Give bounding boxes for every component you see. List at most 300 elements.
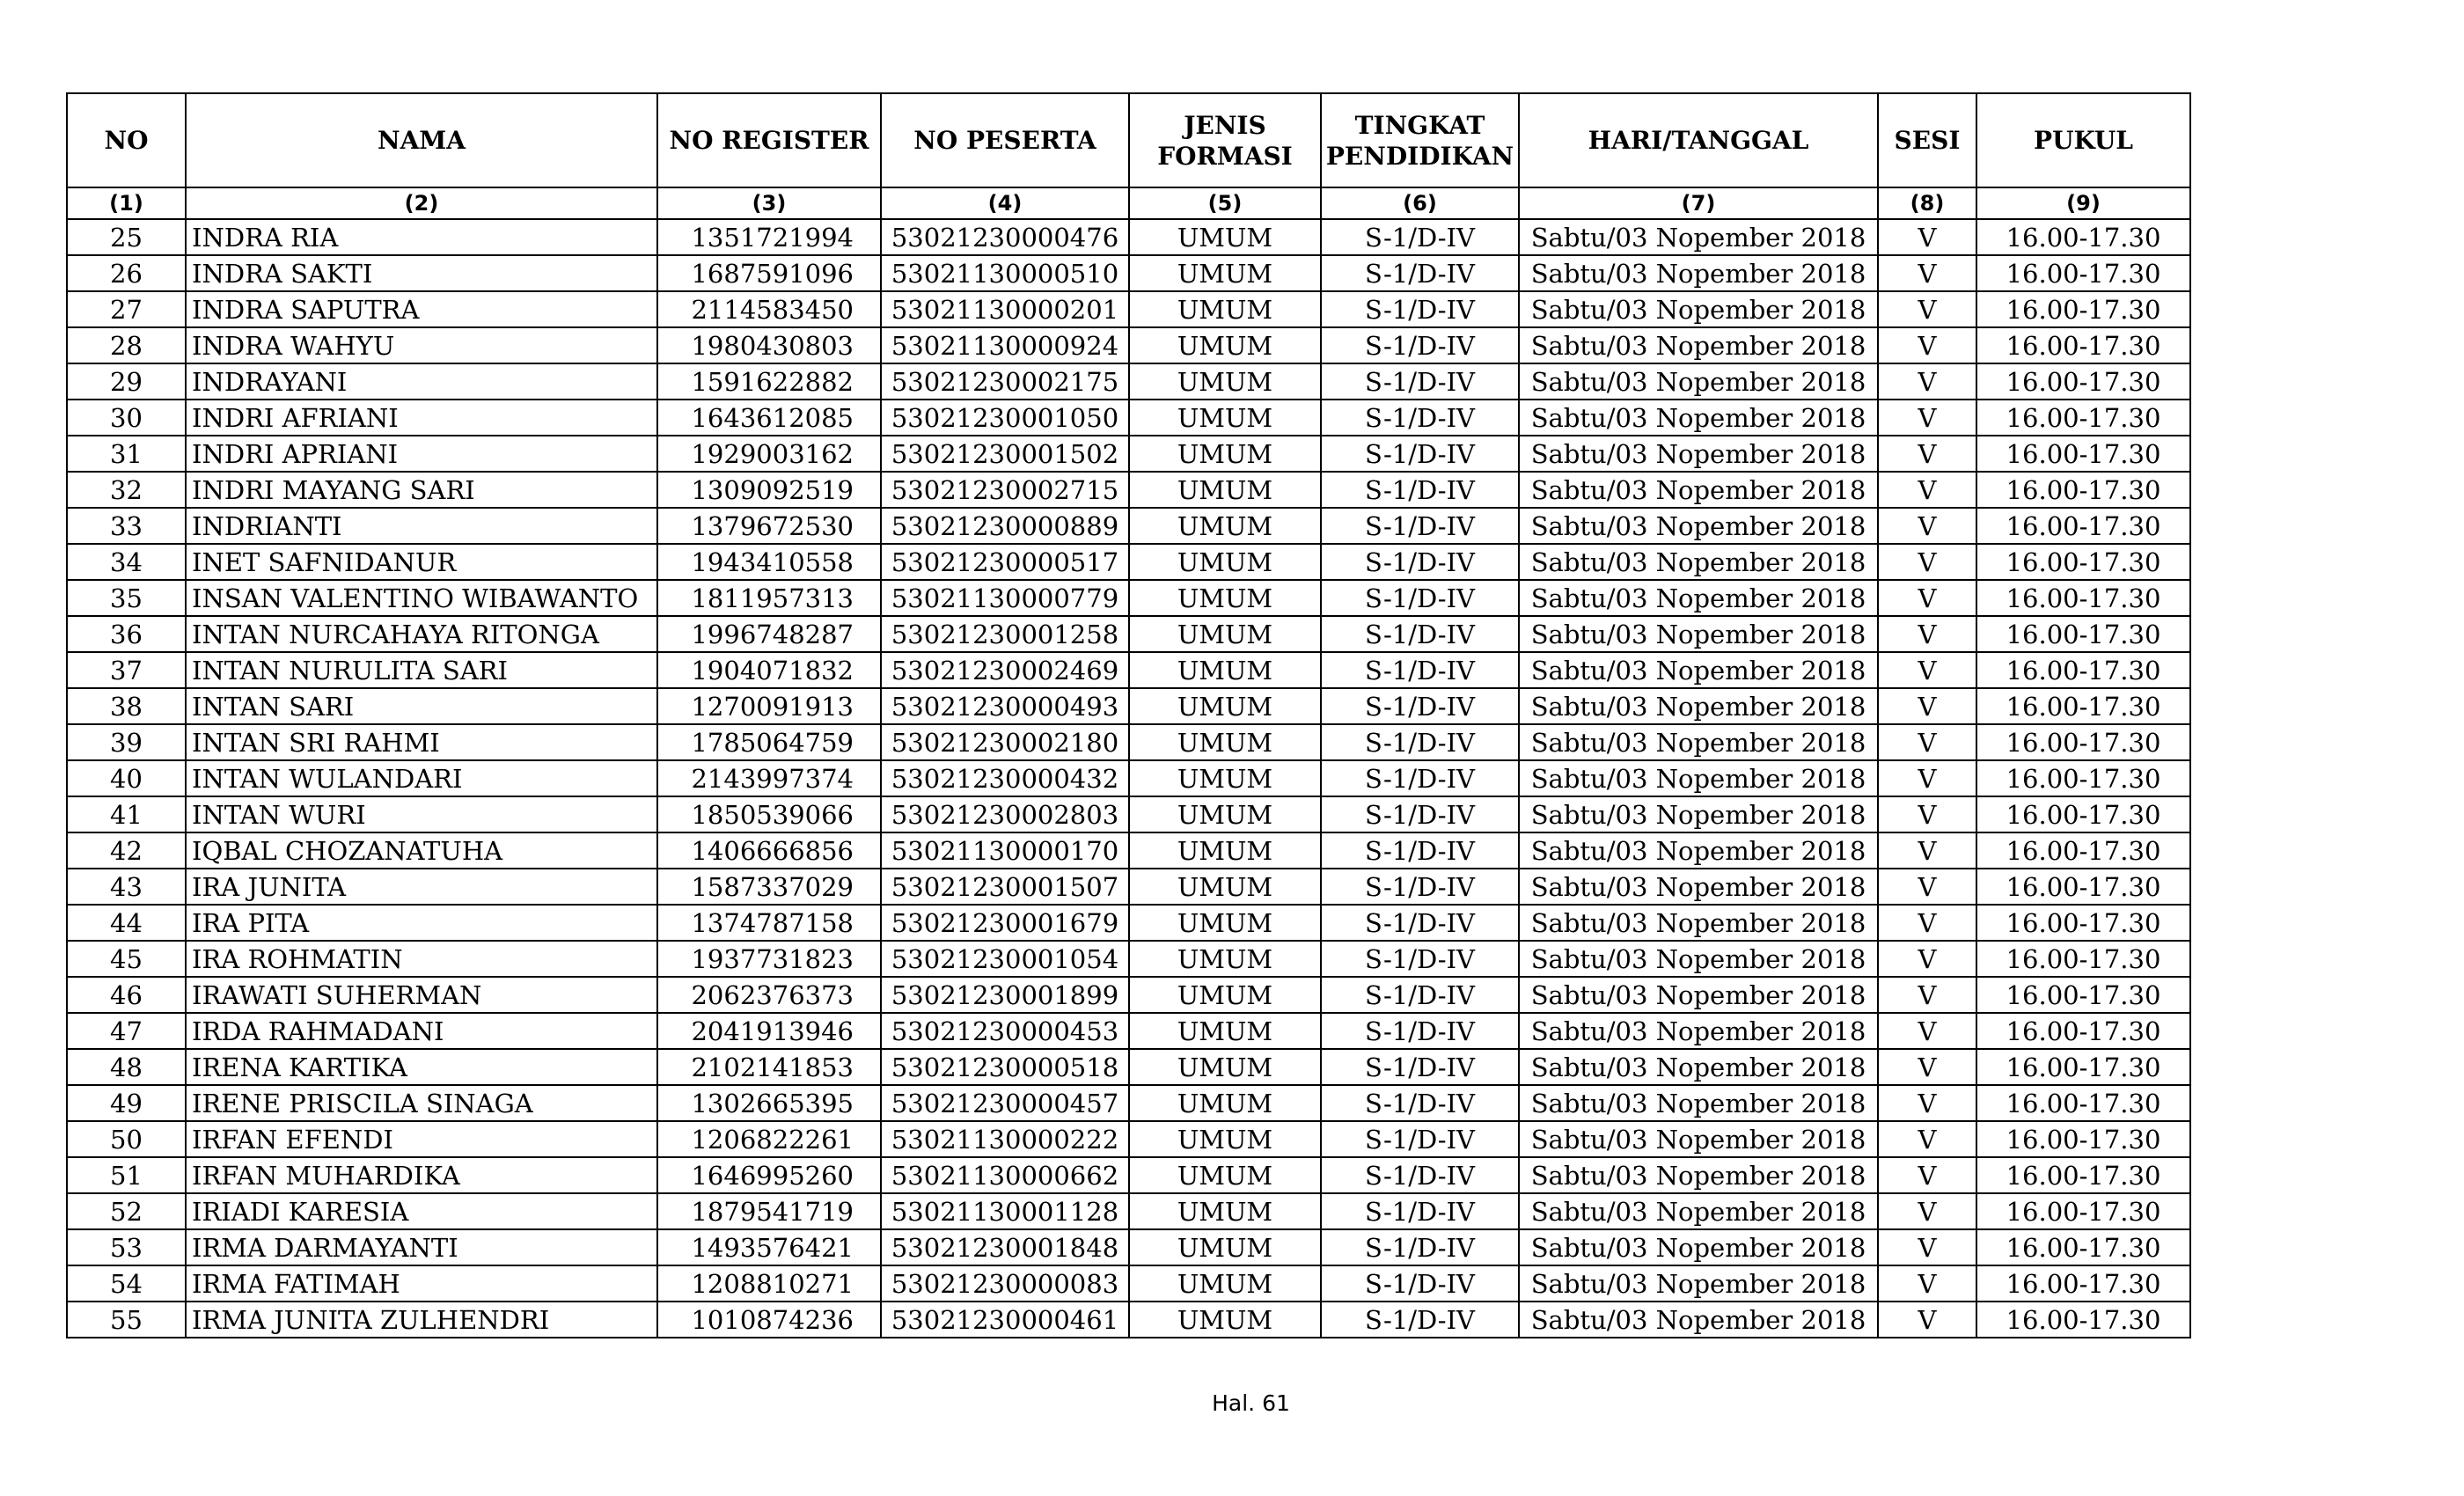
- cell-sesi: V: [1878, 544, 1976, 580]
- cell-no-peserta: 53021130001128: [881, 1193, 1129, 1229]
- cell-jenis-formasi: UMUM: [1129, 1121, 1321, 1157]
- column-number: (1): [67, 187, 186, 219]
- cell-pukul: 16.00-17.30: [1976, 1157, 2190, 1193]
- cell-nama: INET SAFNIDANUR: [186, 544, 657, 580]
- cell-no: 25: [67, 219, 186, 255]
- table-row: [67, 760, 2190, 796]
- cell-hari-tanggal: Sabtu/03 Nopember 2018: [1519, 327, 1878, 363]
- cell-no-peserta: 53021230002469: [881, 652, 1129, 688]
- table-row: [67, 796, 2190, 832]
- cell-no-peserta: 53021130000510: [881, 255, 1129, 291]
- cell-tingkat-pendidikan: S-1/D-IV: [1321, 1229, 1519, 1265]
- table-row: [67, 1085, 2190, 1121]
- cell-jenis-formasi: UMUM: [1129, 436, 1321, 472]
- cell-nama: IRA ROHMATIN: [186, 941, 657, 977]
- cell-pukul: 16.00-17.30: [1976, 652, 2190, 688]
- cell-jenis-formasi: UMUM: [1129, 472, 1321, 508]
- column-number: (6): [1321, 187, 1519, 219]
- cell-pukul: 16.00-17.30: [1976, 905, 2190, 941]
- cell-no-register: 1406666856: [657, 832, 881, 869]
- cell-hari-tanggal: Sabtu/03 Nopember 2018: [1519, 1049, 1878, 1085]
- cell-tingkat-pendidikan: S-1/D-IV: [1321, 977, 1519, 1013]
- cell-pukul: 16.00-17.30: [1976, 436, 2190, 472]
- cell-sesi: V: [1878, 291, 1976, 327]
- cell-hari-tanggal: Sabtu/03 Nopember 2018: [1519, 616, 1878, 652]
- cell-sesi: V: [1878, 724, 1976, 760]
- cell-no-register: 2143997374: [657, 760, 881, 796]
- cell-no-peserta: 53021130000779: [881, 580, 1129, 616]
- cell-no-register: 1309092519: [657, 472, 881, 508]
- table-row: [67, 327, 2190, 363]
- cell-sesi: V: [1878, 472, 1976, 508]
- cell-nama: IRENE PRISCILA SINAGA: [186, 1085, 657, 1121]
- cell-no: 36: [67, 616, 186, 652]
- cell-nama: INDRI APRIANI: [186, 436, 657, 472]
- cell-jenis-formasi: UMUM: [1129, 1265, 1321, 1302]
- cell-sesi: V: [1878, 796, 1976, 832]
- cell-no: 26: [67, 255, 186, 291]
- cell-no-register: 1996748287: [657, 616, 881, 652]
- cell-tingkat-pendidikan: S-1/D-IV: [1321, 1121, 1519, 1157]
- header-no: NO: [67, 93, 186, 187]
- cell-nama: INDRI MAYANG SARI: [186, 472, 657, 508]
- cell-sesi: V: [1878, 1085, 1976, 1121]
- table-row: [67, 1265, 2190, 1302]
- table-row: [67, 400, 2190, 436]
- cell-nama: IRA PITA: [186, 905, 657, 941]
- cell-no: 38: [67, 688, 186, 724]
- cell-no-peserta: 53021230001054: [881, 941, 1129, 977]
- cell-pukul: 16.00-17.30: [1976, 1013, 2190, 1049]
- cell-no: 51: [67, 1157, 186, 1193]
- cell-no-peserta: 53021230001502: [881, 436, 1129, 472]
- table-row: [67, 544, 2190, 580]
- cell-tingkat-pendidikan: S-1/D-IV: [1321, 1049, 1519, 1085]
- cell-no: 31: [67, 436, 186, 472]
- header-jenis-formasi-line1: JENIS: [1184, 110, 1266, 140]
- cell-jenis-formasi: UMUM: [1129, 544, 1321, 580]
- cell-tingkat-pendidikan: S-1/D-IV: [1321, 436, 1519, 472]
- column-number: (7): [1519, 187, 1878, 219]
- cell-no: 52: [67, 1193, 186, 1229]
- cell-no-peserta: 53021130000170: [881, 832, 1129, 869]
- cell-jenis-formasi: UMUM: [1129, 327, 1321, 363]
- cell-no: 50: [67, 1121, 186, 1157]
- cell-hari-tanggal: Sabtu/03 Nopember 2018: [1519, 1193, 1878, 1229]
- cell-no-peserta: 53021230002175: [881, 363, 1129, 400]
- cell-no: 54: [67, 1265, 186, 1302]
- cell-tingkat-pendidikan: S-1/D-IV: [1321, 616, 1519, 652]
- cell-pukul: 16.00-17.30: [1976, 1229, 2190, 1265]
- cell-tingkat-pendidikan: S-1/D-IV: [1321, 905, 1519, 941]
- cell-hari-tanggal: Sabtu/03 Nopember 2018: [1519, 796, 1878, 832]
- cell-no-peserta: 53021230000493: [881, 688, 1129, 724]
- cell-no-peserta: 53021230000432: [881, 760, 1129, 796]
- cell-no-peserta: 53021230001258: [881, 616, 1129, 652]
- cell-hari-tanggal: Sabtu/03 Nopember 2018: [1519, 436, 1878, 472]
- cell-no: 34: [67, 544, 186, 580]
- cell-tingkat-pendidikan: S-1/D-IV: [1321, 1157, 1519, 1193]
- cell-nama: INTAN WURI: [186, 796, 657, 832]
- cell-pukul: 16.00-17.30: [1976, 400, 2190, 436]
- cell-no-peserta: 53021230000889: [881, 508, 1129, 544]
- table-row: [67, 508, 2190, 544]
- cell-jenis-formasi: UMUM: [1129, 400, 1321, 436]
- cell-hari-tanggal: Sabtu/03 Nopember 2018: [1519, 219, 1878, 255]
- cell-hari-tanggal: Sabtu/03 Nopember 2018: [1519, 652, 1878, 688]
- cell-tingkat-pendidikan: S-1/D-IV: [1321, 688, 1519, 724]
- cell-nama: INTAN NURCAHAYA RITONGA: [186, 616, 657, 652]
- cell-no-register: 1904071832: [657, 652, 881, 688]
- cell-sesi: V: [1878, 977, 1976, 1013]
- header-jenis-formasi: [1129, 93, 1321, 187]
- cell-pukul: 16.00-17.30: [1976, 255, 2190, 291]
- cell-sesi: V: [1878, 760, 1976, 796]
- cell-sesi: V: [1878, 832, 1976, 869]
- cell-hari-tanggal: Sabtu/03 Nopember 2018: [1519, 941, 1878, 977]
- column-number: (3): [657, 187, 881, 219]
- cell-hari-tanggal: Sabtu/03 Nopember 2018: [1519, 760, 1878, 796]
- cell-no-peserta: 53021230000461: [881, 1302, 1129, 1338]
- cell-nama: IRMA DARMAYANTI: [186, 1229, 657, 1265]
- cell-tingkat-pendidikan: S-1/D-IV: [1321, 255, 1519, 291]
- cell-hari-tanggal: Sabtu/03 Nopember 2018: [1519, 905, 1878, 941]
- cell-jenis-formasi: UMUM: [1129, 580, 1321, 616]
- cell-no-peserta: 53021230000476: [881, 219, 1129, 255]
- cell-pukul: 16.00-17.30: [1976, 291, 2190, 327]
- table-row: [67, 472, 2190, 508]
- cell-no: 35: [67, 580, 186, 616]
- cell-tingkat-pendidikan: S-1/D-IV: [1321, 580, 1519, 616]
- table-row: [67, 1229, 2190, 1265]
- cell-no-peserta: 53021230000457: [881, 1085, 1129, 1121]
- cell-no-peserta: 53021230001507: [881, 869, 1129, 905]
- cell-sesi: V: [1878, 652, 1976, 688]
- cell-jenis-formasi: UMUM: [1129, 1193, 1321, 1229]
- cell-no-register: 1302665395: [657, 1085, 881, 1121]
- cell-sesi: V: [1878, 905, 1976, 941]
- cell-sesi: V: [1878, 327, 1976, 363]
- column-number-row: [67, 187, 2190, 219]
- cell-no: 27: [67, 291, 186, 327]
- cell-jenis-formasi: UMUM: [1129, 291, 1321, 327]
- column-number: (4): [881, 187, 1129, 219]
- cell-sesi: V: [1878, 580, 1976, 616]
- cell-no: 39: [67, 724, 186, 760]
- cell-jenis-formasi: UMUM: [1129, 688, 1321, 724]
- cell-no-peserta: 53021230000453: [881, 1013, 1129, 1049]
- column-number: (9): [1976, 187, 2190, 219]
- header-tingkat-pendidikan-line1: TINGKAT: [1354, 110, 1485, 140]
- cell-no-register: 1493576421: [657, 1229, 881, 1265]
- table-row: [67, 1121, 2190, 1157]
- table-header: [67, 93, 2190, 219]
- cell-no: 29: [67, 363, 186, 400]
- cell-no-register: 1379672530: [657, 508, 881, 544]
- cell-pukul: 16.00-17.30: [1976, 580, 2190, 616]
- cell-pukul: 16.00-17.30: [1976, 544, 2190, 580]
- cell-no-peserta: 53021230000517: [881, 544, 1129, 580]
- cell-tingkat-pendidikan: S-1/D-IV: [1321, 1265, 1519, 1302]
- cell-jenis-formasi: UMUM: [1129, 1049, 1321, 1085]
- table-row: [67, 905, 2190, 941]
- cell-jenis-formasi: UMUM: [1129, 1157, 1321, 1193]
- table-row: [67, 363, 2190, 400]
- cell-no-register: 1785064759: [657, 724, 881, 760]
- cell-nama: INDRA WAHYU: [186, 327, 657, 363]
- cell-no-register: 2062376373: [657, 977, 881, 1013]
- table-row: [67, 1193, 2190, 1229]
- cell-no-peserta: 53021230002803: [881, 796, 1129, 832]
- cell-tingkat-pendidikan: S-1/D-IV: [1321, 869, 1519, 905]
- cell-no: 44: [67, 905, 186, 941]
- cell-sesi: V: [1878, 255, 1976, 291]
- cell-jenis-formasi: UMUM: [1129, 869, 1321, 905]
- cell-sesi: V: [1878, 616, 1976, 652]
- cell-no: 30: [67, 400, 186, 436]
- cell-no: 33: [67, 508, 186, 544]
- cell-no-peserta: 53021230000083: [881, 1265, 1129, 1302]
- cell-hari-tanggal: Sabtu/03 Nopember 2018: [1519, 291, 1878, 327]
- cell-pukul: 16.00-17.30: [1976, 869, 2190, 905]
- table-row: [67, 652, 2190, 688]
- cell-sesi: V: [1878, 363, 1976, 400]
- cell-no-peserta: 53021130000662: [881, 1157, 1129, 1193]
- cell-no: 53: [67, 1229, 186, 1265]
- cell-jenis-formasi: UMUM: [1129, 652, 1321, 688]
- column-number: (5): [1129, 187, 1321, 219]
- cell-no: 45: [67, 941, 186, 977]
- cell-hari-tanggal: Sabtu/03 Nopember 2018: [1519, 688, 1878, 724]
- cell-tingkat-pendidikan: S-1/D-IV: [1321, 760, 1519, 796]
- cell-no: 40: [67, 760, 186, 796]
- table-row: [67, 436, 2190, 472]
- cell-hari-tanggal: Sabtu/03 Nopember 2018: [1519, 255, 1878, 291]
- cell-pukul: 16.00-17.30: [1976, 508, 2190, 544]
- cell-sesi: V: [1878, 1121, 1976, 1157]
- cell-sesi: V: [1878, 219, 1976, 255]
- cell-no-peserta: 53021230001679: [881, 905, 1129, 941]
- cell-sesi: V: [1878, 1157, 1976, 1193]
- cell-sesi: V: [1878, 508, 1976, 544]
- cell-pukul: 16.00-17.30: [1976, 688, 2190, 724]
- cell-nama: IRMA FATIMAH: [186, 1265, 657, 1302]
- table-row: [67, 1049, 2190, 1085]
- cell-no: 43: [67, 869, 186, 905]
- cell-sesi: V: [1878, 1049, 1976, 1085]
- cell-no: 28: [67, 327, 186, 363]
- cell-sesi: V: [1878, 1193, 1976, 1229]
- cell-no-register: 2041913946: [657, 1013, 881, 1049]
- cell-no-register: 1374787158: [657, 905, 881, 941]
- cell-hari-tanggal: Sabtu/03 Nopember 2018: [1519, 363, 1878, 400]
- cell-tingkat-pendidikan: S-1/D-IV: [1321, 508, 1519, 544]
- cell-pukul: 16.00-17.30: [1976, 1121, 2190, 1157]
- cell-jenis-formasi: UMUM: [1129, 363, 1321, 400]
- table-row: [67, 1013, 2190, 1049]
- cell-no: 42: [67, 832, 186, 869]
- cell-tingkat-pendidikan: S-1/D-IV: [1321, 400, 1519, 436]
- cell-jenis-formasi: UMUM: [1129, 616, 1321, 652]
- cell-no-peserta: 53021230001848: [881, 1229, 1129, 1265]
- header-pukul: PUKUL: [1976, 93, 2190, 187]
- cell-no: 55: [67, 1302, 186, 1338]
- cell-hari-tanggal: Sabtu/03 Nopember 2018: [1519, 1157, 1878, 1193]
- cell-no-register: 1879541719: [657, 1193, 881, 1229]
- cell-tingkat-pendidikan: S-1/D-IV: [1321, 291, 1519, 327]
- cell-jenis-formasi: UMUM: [1129, 760, 1321, 796]
- cell-no: 32: [67, 472, 186, 508]
- cell-nama: INTAN SRI RAHMI: [186, 724, 657, 760]
- cell-no-register: 1646995260: [657, 1157, 881, 1193]
- cell-no-register: 1943410558: [657, 544, 881, 580]
- cell-no-peserta: 53021230000518: [881, 1049, 1129, 1085]
- cell-nama: INDRA RIA: [186, 219, 657, 255]
- cell-jenis-formasi: UMUM: [1129, 941, 1321, 977]
- table-row: [67, 724, 2190, 760]
- cell-jenis-formasi: UMUM: [1129, 1302, 1321, 1338]
- cell-sesi: V: [1878, 1265, 1976, 1302]
- cell-no-register: 1351721994: [657, 219, 881, 255]
- table-row: [67, 580, 2190, 616]
- cell-sesi: V: [1878, 1013, 1976, 1049]
- cell-jenis-formasi: UMUM: [1129, 1085, 1321, 1121]
- cell-tingkat-pendidikan: S-1/D-IV: [1321, 363, 1519, 400]
- cell-no: 47: [67, 1013, 186, 1049]
- cell-nama: INDRA SAKTI: [186, 255, 657, 291]
- header-row: [67, 93, 2190, 187]
- cell-hari-tanggal: Sabtu/03 Nopember 2018: [1519, 1121, 1878, 1157]
- cell-jenis-formasi: UMUM: [1129, 508, 1321, 544]
- cell-nama: INDRA SAPUTRA: [186, 291, 657, 327]
- cell-pukul: 16.00-17.30: [1976, 724, 2190, 760]
- cell-hari-tanggal: Sabtu/03 Nopember 2018: [1519, 1013, 1878, 1049]
- cell-hari-tanggal: Sabtu/03 Nopember 2018: [1519, 869, 1878, 905]
- cell-nama: INDRI AFRIANI: [186, 400, 657, 436]
- cell-tingkat-pendidikan: S-1/D-IV: [1321, 832, 1519, 869]
- header-hari-tanggal: HARI/TANGGAL: [1519, 93, 1878, 187]
- table-row: [67, 1302, 2190, 1338]
- cell-sesi: V: [1878, 436, 1976, 472]
- page-number: Hal. 61: [1212, 1390, 1290, 1416]
- cell-no: 49: [67, 1085, 186, 1121]
- cell-jenis-formasi: UMUM: [1129, 724, 1321, 760]
- table-body: [67, 219, 2190, 1338]
- cell-jenis-formasi: UMUM: [1129, 255, 1321, 291]
- cell-nama: IRENA KARTIKA: [186, 1049, 657, 1085]
- cell-no-register: 1206822261: [657, 1121, 881, 1157]
- table-row: [67, 616, 2190, 652]
- cell-no-register: 1591622882: [657, 363, 881, 400]
- cell-nama: IRMA JUNITA ZULHENDRI: [186, 1302, 657, 1338]
- cell-hari-tanggal: Sabtu/03 Nopember 2018: [1519, 400, 1878, 436]
- cell-pukul: 16.00-17.30: [1976, 1265, 2190, 1302]
- cell-nama: IRA JUNITA: [186, 869, 657, 905]
- column-number: (8): [1878, 187, 1976, 219]
- table-row: [67, 1157, 2190, 1193]
- cell-hari-tanggal: Sabtu/03 Nopember 2018: [1519, 580, 1878, 616]
- cell-tingkat-pendidikan: S-1/D-IV: [1321, 1193, 1519, 1229]
- cell-no-peserta: 53021230002715: [881, 472, 1129, 508]
- cell-jenis-formasi: UMUM: [1129, 905, 1321, 941]
- cell-tingkat-pendidikan: S-1/D-IV: [1321, 1085, 1519, 1121]
- cell-nama: INDRIANTI: [186, 508, 657, 544]
- cell-jenis-formasi: UMUM: [1129, 832, 1321, 869]
- cell-tingkat-pendidikan: S-1/D-IV: [1321, 1013, 1519, 1049]
- cell-no-register: 1587337029: [657, 869, 881, 905]
- cell-pukul: 16.00-17.30: [1976, 832, 2190, 869]
- cell-no-peserta: 53021230001050: [881, 400, 1129, 436]
- cell-pukul: 16.00-17.30: [1976, 1302, 2190, 1338]
- cell-no-register: 1687591096: [657, 255, 881, 291]
- table-row: [67, 291, 2190, 327]
- cell-no-register: 1270091913: [657, 688, 881, 724]
- cell-jenis-formasi: UMUM: [1129, 977, 1321, 1013]
- cell-nama: INTAN NURULITA SARI: [186, 652, 657, 688]
- cell-pukul: 16.00-17.30: [1976, 977, 2190, 1013]
- cell-sesi: V: [1878, 869, 1976, 905]
- cell-nama: INTAN WULANDARI: [186, 760, 657, 796]
- cell-no-peserta: 53021230002180: [881, 724, 1129, 760]
- cell-no: 37: [67, 652, 186, 688]
- cell-no-register: 1980430803: [657, 327, 881, 363]
- cell-tingkat-pendidikan: S-1/D-IV: [1321, 472, 1519, 508]
- cell-no-register: 1937731823: [657, 941, 881, 977]
- participant-table: [66, 92, 2191, 1338]
- cell-hari-tanggal: Sabtu/03 Nopember 2018: [1519, 1085, 1878, 1121]
- cell-tingkat-pendidikan: S-1/D-IV: [1321, 652, 1519, 688]
- cell-sesi: V: [1878, 400, 1976, 436]
- cell-tingkat-pendidikan: S-1/D-IV: [1321, 796, 1519, 832]
- cell-no-register: 1850539066: [657, 796, 881, 832]
- cell-jenis-formasi: UMUM: [1129, 1013, 1321, 1049]
- cell-tingkat-pendidikan: S-1/D-IV: [1321, 219, 1519, 255]
- cell-jenis-formasi: UMUM: [1129, 796, 1321, 832]
- cell-hari-tanggal: Sabtu/03 Nopember 2018: [1519, 1265, 1878, 1302]
- cell-no-register: 1643612085: [657, 400, 881, 436]
- cell-no-register: 1010874236: [657, 1302, 881, 1338]
- cell-hari-tanggal: Sabtu/03 Nopember 2018: [1519, 977, 1878, 1013]
- cell-no-peserta: 53021130000222: [881, 1121, 1129, 1157]
- cell-sesi: V: [1878, 1302, 1976, 1338]
- cell-sesi: V: [1878, 1229, 1976, 1265]
- cell-hari-tanggal: Sabtu/03 Nopember 2018: [1519, 832, 1878, 869]
- cell-hari-tanggal: Sabtu/03 Nopember 2018: [1519, 508, 1878, 544]
- cell-tingkat-pendidikan: S-1/D-IV: [1321, 327, 1519, 363]
- cell-no-register: 1811957313: [657, 580, 881, 616]
- cell-jenis-formasi: UMUM: [1129, 1229, 1321, 1265]
- cell-no-peserta: 53021230001899: [881, 977, 1129, 1013]
- cell-nama: IRFAN MUHARDIKA: [186, 1157, 657, 1193]
- cell-tingkat-pendidikan: S-1/D-IV: [1321, 544, 1519, 580]
- cell-pukul: 16.00-17.30: [1976, 796, 2190, 832]
- header-sesi: SESI: [1878, 93, 1976, 187]
- cell-nama: IRFAN EFENDI: [186, 1121, 657, 1157]
- header-no-register: NO REGISTER: [657, 93, 881, 187]
- cell-tingkat-pendidikan: S-1/D-IV: [1321, 724, 1519, 760]
- cell-nama: IRIADI KARESIA: [186, 1193, 657, 1229]
- cell-sesi: V: [1878, 941, 1976, 977]
- table-row: [67, 255, 2190, 291]
- header-no-peserta: NO PESERTA: [881, 93, 1129, 187]
- cell-nama: INSAN VALENTINO WIBAWANTO: [186, 580, 657, 616]
- header-nama: NAMA: [186, 93, 657, 187]
- cell-sesi: V: [1878, 688, 1976, 724]
- cell-pukul: 16.00-17.30: [1976, 760, 2190, 796]
- cell-no: 41: [67, 796, 186, 832]
- cell-no-register: 2114583450: [657, 291, 881, 327]
- cell-hari-tanggal: Sabtu/03 Nopember 2018: [1519, 724, 1878, 760]
